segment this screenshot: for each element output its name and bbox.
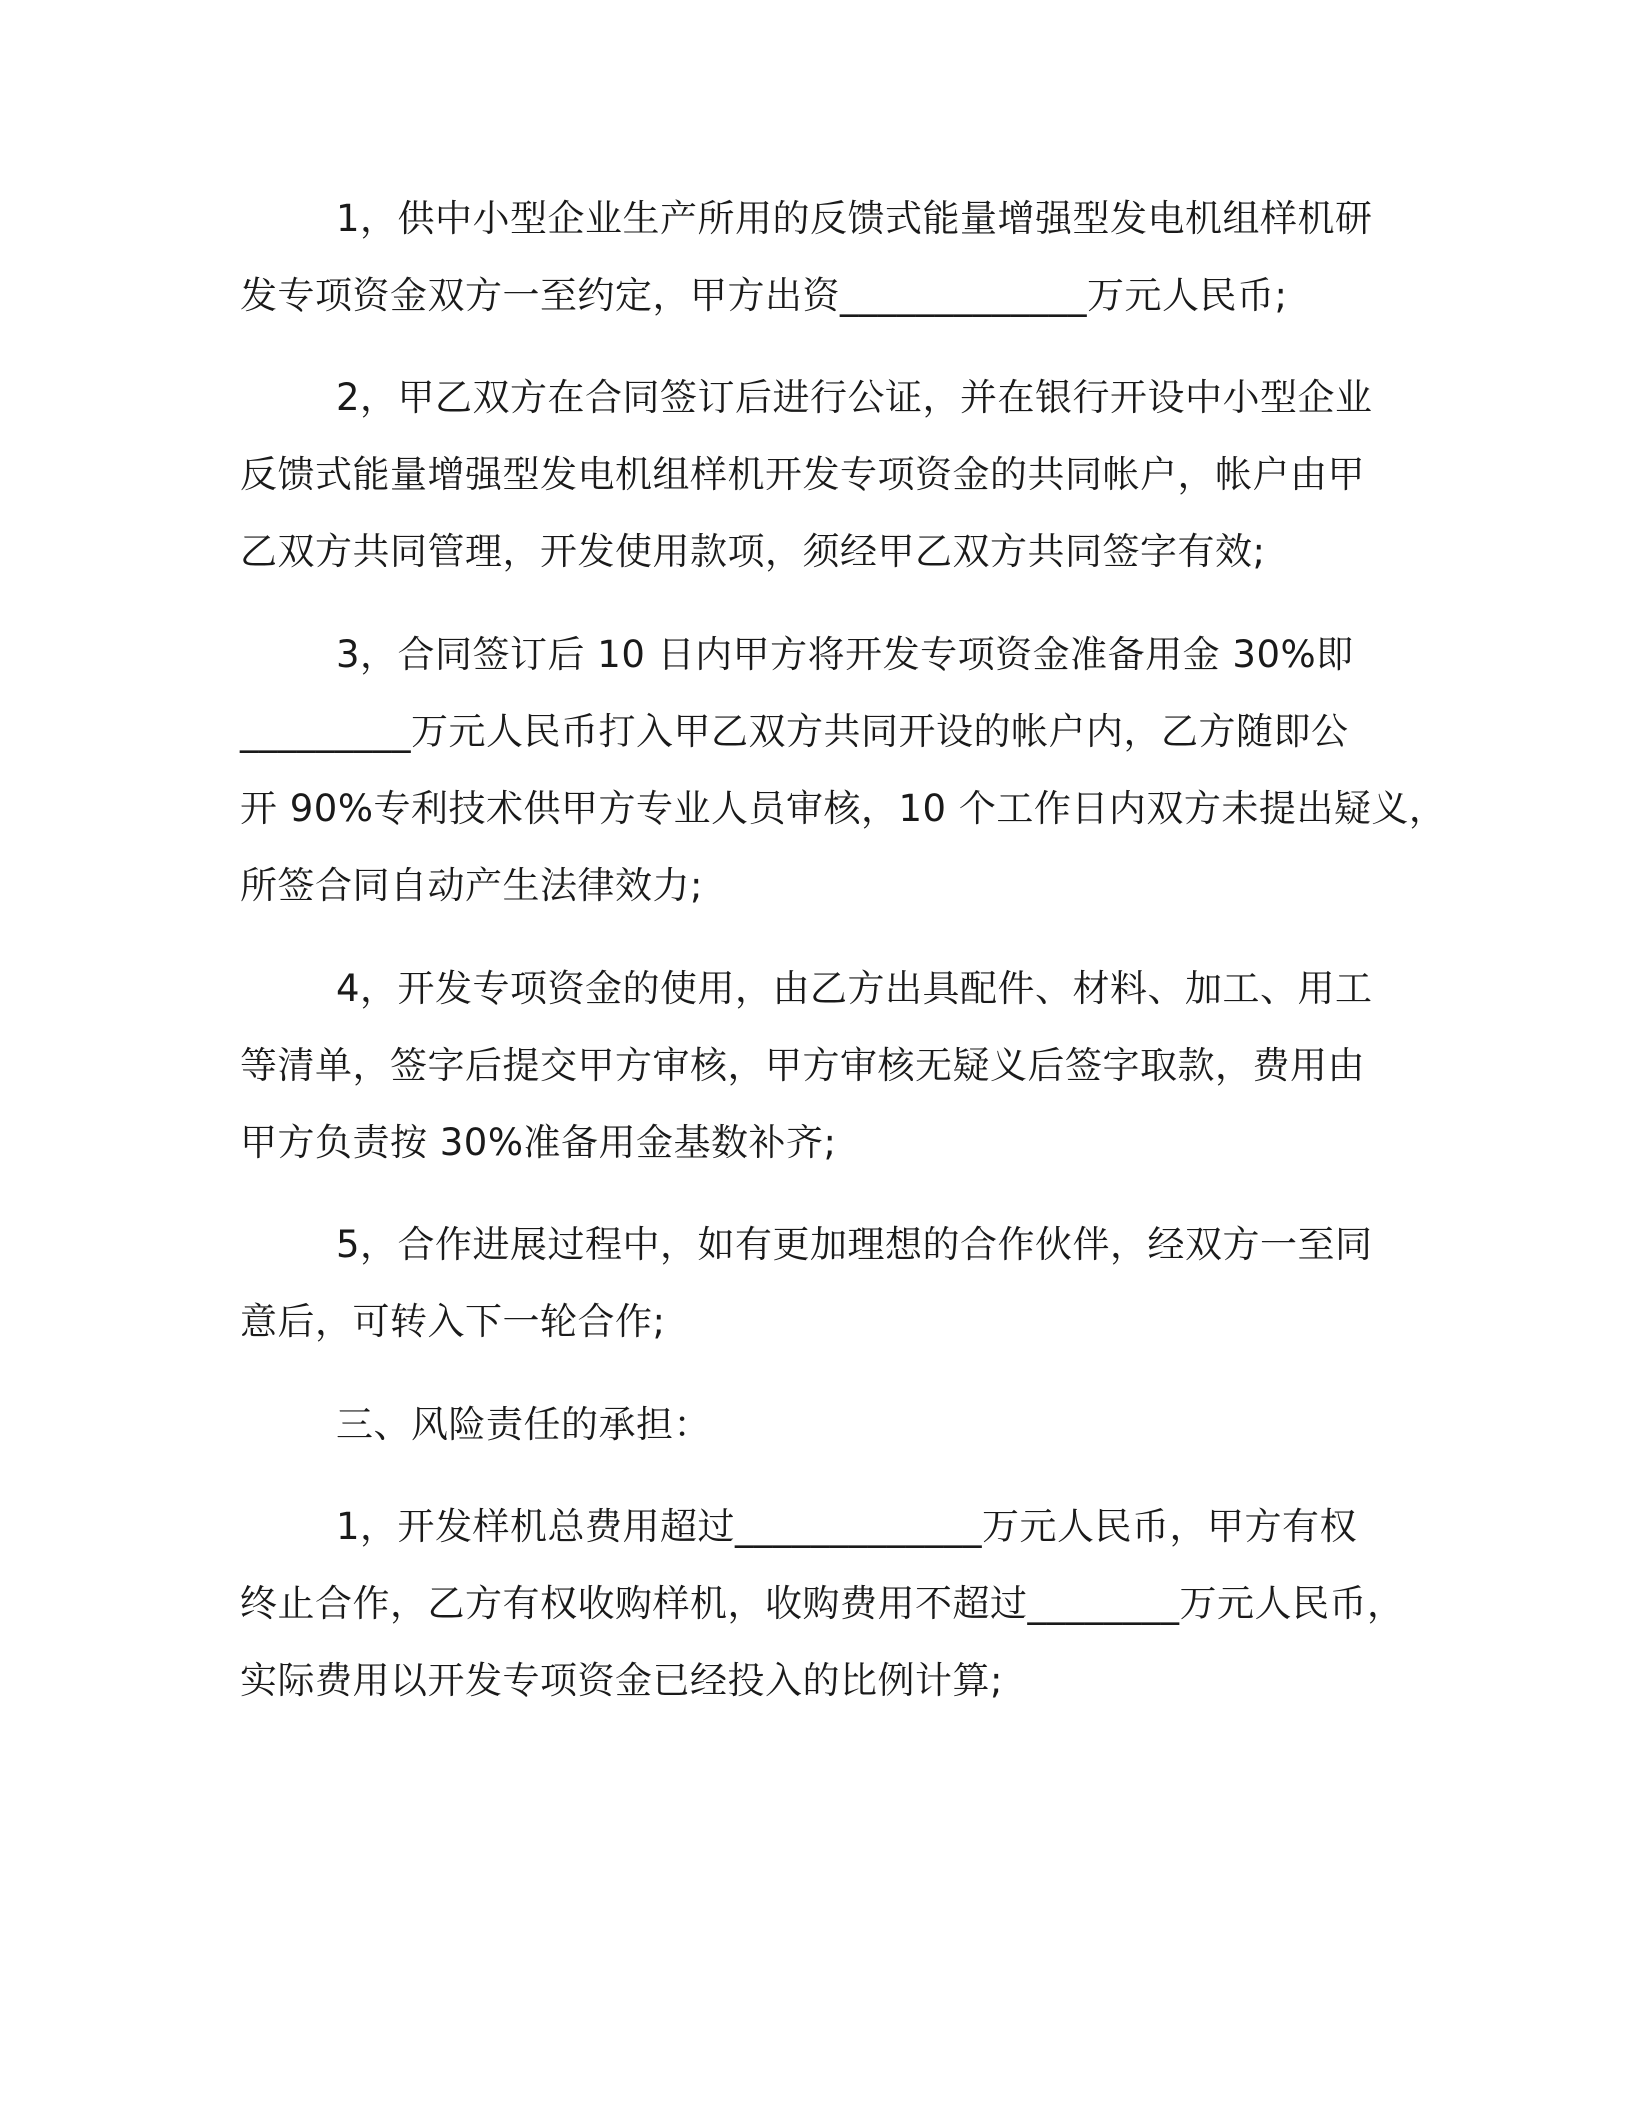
- paragraph-4-line-2: 等清单，签字后提交甲方审核，甲方审核无疑义后签字取款，费用由: [240, 1044, 1365, 1087]
- paragraph-5-line-2: 意后，可转入下一轮合作;: [240, 1300, 666, 1343]
- paragraph-2-line-1: 2，甲乙双方在合同签订后进行公证，并在银行开设中小型企业: [336, 376, 1373, 419]
- paragraph-3-line-3: 开 90%专利技术供甲方专业人员审核，10 个工作日内双方未提出疑义，: [240, 787, 1447, 830]
- paragraph-1-line-1: 1，供中小型企业生产所用的反馈式能量增强型发电机组样机研: [336, 197, 1373, 240]
- paragraph-4-line-3: 甲方负责按 30%准备用金基数补齐;: [240, 1121, 837, 1164]
- paragraph-6-line-2: 终止合作，乙方有权收购样机，收购费用不超过________万元人民币，: [240, 1582, 1405, 1625]
- paragraph-6-line-1: 1，开发样机总费用超过_____________万元人民币，甲方有权: [336, 1505, 1358, 1548]
- section-heading-risk: 三、风险责任的承担：: [336, 1403, 711, 1446]
- paragraph-3-line-4: 所签合同自动产生法律效力;: [240, 864, 703, 907]
- paragraph-4-line-1: 4，开发专项资金的使用，由乙方出具配件、材料、加工、用工: [336, 967, 1373, 1010]
- paragraph-2-line-3: 乙双方共同管理，开发使用款项，须经甲乙双方共同签字有效;: [240, 530, 1266, 573]
- paragraph-2-line-2: 反馈式能量增强型发电机组样机开发专项资金的共同帐户，帐户由甲: [240, 453, 1365, 496]
- paragraph-3-line-2: _________万元人民币打入甲乙双方共同开设的帐户内，乙方随即公: [240, 710, 1349, 753]
- paragraph-6-line-3: 实际费用以开发专项资金已经投入的比例计算;: [240, 1659, 1003, 1702]
- paragraph-3-line-1: 3，合同签订后 10 日内甲方将开发专项资金准备用金 30%即: [336, 633, 1354, 676]
- paragraph-1-line-2: 发专项资金双方一至约定，甲方出资_____________万元人民币;: [240, 274, 1288, 317]
- paragraph-5-line-1: 5，合作进展过程中，如有更加理想的合作伙伴，经双方一至同: [336, 1223, 1373, 1266]
